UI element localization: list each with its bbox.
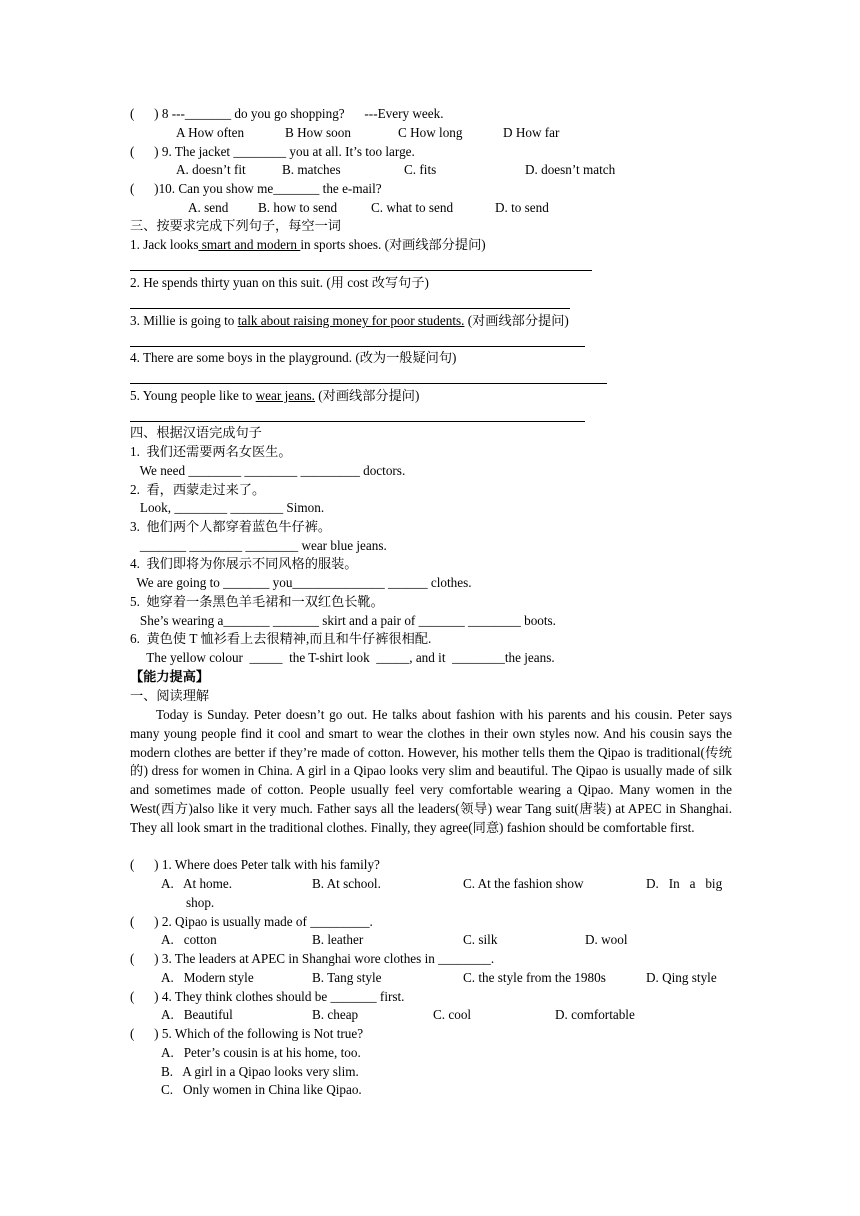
s4-item-2-en: Look, ________ ________ Simon. (130, 500, 325, 515)
s4-item-2-cn: 2. 看，西蒙走过来了。 (130, 482, 266, 497)
q8-option-d: D How far (503, 125, 560, 140)
s3-item-5: 5. Young people like to wear jeans. (对画线部分提问) (130, 388, 420, 403)
s4-item-5-cn: 5. 她穿着一条黑色羊毛裙和一双红色长靴。 (130, 594, 384, 609)
rq-3-option-a: A. Modern style (161, 970, 254, 985)
rq-5-option-b: B. A girl in a Qipao looks very slim. (161, 1064, 359, 1079)
rq-2-option-b: B. leather (312, 932, 364, 947)
s4-item-1-cn: 1. 我们还需要两名女医生。 (130, 444, 292, 459)
rq-1-option-d: D. In a big (646, 876, 723, 891)
answer-line-3 (130, 346, 585, 347)
rq-3-option-c: C. the style from the 1980s (463, 970, 606, 985)
rq-3-option-d: D. Qing style (646, 970, 717, 985)
q10-option-b: B. how to send (258, 200, 338, 215)
reading-passage: Today is Sunday. Peter doesn’t go out. He talks about fashion with his parents and his cousin. Peter says many young people find it cool and smart to wear the clothes in their own styles now. And his cousin says the modern clothes are better if they’re made of cotton. However, his mother tells them the Qipao is traditional(传统的) dress for women in China. A girl in a Qipao looks very slim and beautiful. The Qipao is usually made of silk and sometimes made of cotton. People usually feel very comfortable wearing a Qipao. Many women in the West(西方)also like it very much. Father says all the leaders(领导) wear Tang suit(唐装) at APEC in Shanghai. They all look smart in the traditional clothes. Finally, they agree(同意) fashion should be comfortable first. (130, 707, 732, 835)
q10-option-c: C. what to send (371, 200, 454, 215)
s3-item-1: 1. Jack looks smart and modern in sports shoes. (对画线部分提问) (130, 237, 486, 252)
rq-5-option-c: C. Only women in China like Qipao. (161, 1082, 362, 1097)
s4-item-4-cn: 4. 我们即将为你展示不同风格的服装。 (130, 556, 358, 571)
s4-item-3-en: _______ ________ ________ wear blue jeans. (130, 538, 387, 553)
question-10-stem: ( )10. Can you show me_______ the e-mail? (130, 181, 382, 196)
s3-item-2: 2. He spends thirty yuan on this suit. (用 cost 改写句子) (130, 275, 429, 290)
rq-4-option-c: C. cool (433, 1007, 472, 1022)
s3-item-4: 4. There are some boys in the playground. (改为一般疑问句) (130, 350, 457, 365)
rq-3-stem: ( ) 3. The leaders at APEC in Shanghai wore clothes in ________. (130, 951, 495, 966)
q8-option-a: A How often (176, 125, 245, 140)
rq-4-stem: ( ) 4. They think clothes should be _______ first. (130, 989, 405, 1004)
section-4-heading: 四、根据汉语完成句子 (130, 425, 262, 440)
rq-5-option-a: A. Peter’s cousin is at his home, too. (161, 1045, 361, 1060)
reading-heading: 一、阅读理解 (130, 688, 210, 703)
q9-option-b: B. matches (282, 162, 341, 177)
question-8-stem: ( ) 8 ---_______ do you go shopping? ---Every week. (130, 106, 444, 121)
s4-item-3-cn: 3. 他们两个人都穿着蓝色牛仔裤。 (130, 519, 332, 534)
rq-4-option-a: A. Beautiful (161, 1007, 233, 1022)
rq-3-option-b: B. Tang style (312, 970, 382, 985)
rq-5-stem: ( ) 5. Which of the following is Not true? (130, 1026, 364, 1041)
section-3-heading: 三、按要求完成下列句子，每空一词 (130, 218, 341, 233)
rq-4-option-d: D. comfortable (555, 1007, 635, 1022)
rq-1-option-b: B. At school. (312, 876, 381, 891)
answer-line-2 (130, 308, 570, 309)
rq-2-option-c: C. silk (463, 932, 498, 947)
q10-option-a: A. send (188, 200, 229, 215)
s4-item-6-cn: 6. 黄色使 T 恤衫看上去很精神,而且和牛仔裤很相配. (130, 631, 432, 646)
q9-option-a: A. doesn’t fit (176, 162, 246, 177)
rq-4-option-b: B. cheap (312, 1007, 359, 1022)
q8-option-c: C How long (398, 125, 463, 140)
answer-line-5 (130, 421, 585, 422)
s3-item-3: 3. Millie is going to talk about raising money for poor students. (对画线部分提问) (130, 313, 569, 328)
ability-heading: 【能力提高】 (130, 669, 210, 684)
q9-option-d: D. doesn’t match (525, 162, 616, 177)
q9-option-c: C. fits (404, 162, 437, 177)
rq-2-option-a: A. cotton (161, 932, 217, 947)
rq-1-stem: ( ) 1. Where does Peter talk with his family? (130, 857, 380, 872)
rq-2-option-d: D. wool (585, 932, 628, 947)
q8-option-b: B How soon (285, 125, 351, 140)
rq-1-option-c: C. At the fashion show (463, 876, 584, 891)
s4-item-6-en: The yellow colour _____ the T-shirt look _____, and it ________the jeans. (130, 650, 555, 665)
rq-1-option-wrap: shop. (186, 895, 215, 910)
question-9-stem: ( ) 9. The jacket ________ you at all. It’s too large. (130, 144, 415, 159)
answer-line-1 (130, 270, 592, 271)
rq-2-stem: ( ) 2. Qipao is usually made of _________. (130, 914, 373, 929)
s4-item-1-en: We need ________ ________ _________ doctors. (130, 463, 406, 478)
rq-1-option-a: A. At home. (161, 876, 233, 891)
s4-item-4-en: We are going to _______ you______________ ______ clothes. (130, 575, 472, 590)
q10-option-d: D. to send (495, 200, 549, 215)
answer-line-4 (130, 383, 607, 384)
s4-item-5-en: She’s wearing a_______ _______ skirt and a pair of _______ ________ boots. (130, 613, 556, 628)
